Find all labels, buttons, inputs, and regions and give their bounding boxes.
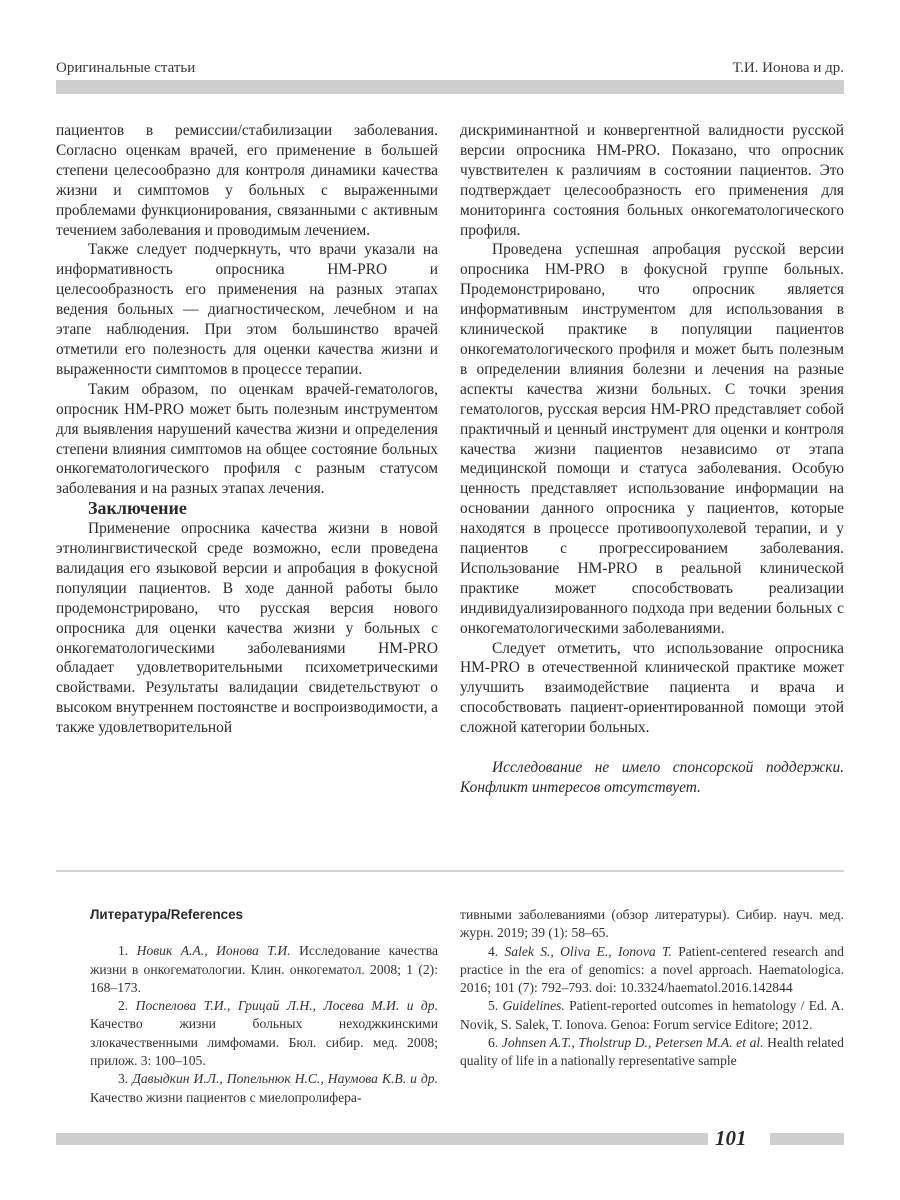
- paragraph: Таким образом, по оценкам врачей-гематологов, опросник HM-PRO может быть полезным инструментом для выявления нарушений качества жизни и определения степени влияния симптомов на общее состояние больных онкогематологического профиля с разным статусом заболевания и на разных этапах лечения.: [56, 380, 438, 498]
- reference-number: 1.: [118, 943, 129, 959]
- running-header: [56, 60, 844, 82]
- section-label: Оригинальные статьи: [56, 60, 196, 76]
- header-rule: [56, 80, 844, 94]
- section-heading-conclusion: Заключение: [88, 498, 187, 519]
- reference-authors: Johnsen A.T., Tholstrup D., Petersen M.A. et al.: [501, 1035, 764, 1051]
- authors-label: Т.И. Ионова и др.: [732, 60, 844, 76]
- reference-item: [90, 997, 438, 1070]
- reference-number: 6.: [488, 1035, 499, 1051]
- reference-authors: Salek S., Oliva E., Ionova T.: [504, 943, 672, 959]
- reference-text: Health related quality of life in a nationally representative sample: [460, 1035, 844, 1069]
- paragraph: Проведена успешная апробация русской версии опросника HM-PRO в фокусной группе больных. Продемонстрировано, что опросник является информативным инструментом для использования в клинической практике в популяции пациентов онкогематологического профиля и может быть полезным в определении влияния болезни и лечения на разные аспекты качества жизни больных. С точки зрения гематологов, русская версия HM-PRO представляет собой практичный и ценный инструмент для оценки и контроля качества жизни пациентов независимо от этапа медицинской помощи и статуса заболевания. Особую ценность представляет использование информации на основании данного опросника у пациентов, которые находятся в процессе противоопухолевой терапии, и у пациентов с прогрессированием заболевания. Использование HM-PRO в реальной клинической практике может способствовать реализации индивидуализированного подхода при ведении больных с онкогематологическими заболеваниями.: [460, 241, 844, 637]
- reference-continuation: тивными заболеваниями (обзор литературы). Сибир. науч. мед. журн. 2019; 39 (1): 58–65.: [460, 907, 844, 941]
- paragraph: Также следует подчеркнуть, что врачи указали на информативность опросника HM-PRO и целесообразность его применения на разных этапах ведения больных — диагностическом, лечебном и на этапе наблюдения. При этом большинство врачей отметили его полезность для оценки качества жизни и выраженности симптомов в процессе терапии.: [56, 241, 438, 378]
- references-divider: [56, 870, 844, 872]
- reference-item: [460, 943, 844, 998]
- reference-number: 3.: [118, 1071, 129, 1087]
- left-column: [56, 121, 438, 738]
- reference-item: [460, 997, 844, 1034]
- reference-item: [460, 1034, 844, 1071]
- reference-number: 2.: [118, 998, 129, 1014]
- paragraph: Следует отметить, что использование опросника HM-PRO в отечественной клинической практике может улучшить взаимодействие пациента и врача и способствовать пациент-ориентированной помощи этой сложной категории больных.: [460, 639, 844, 737]
- page-number: 101: [715, 1126, 747, 1150]
- references-right-column: [460, 906, 844, 1071]
- paragraph: пациентов в ремиссии/стабилизации заболевания. Согласно оценкам врачей, его применение в большей степени целесообразно для контроля динамики качества жизни и симптомов у больных с выраженными проблемами функционирования, связанными с активным течением заболевания и проводимым лечением.: [56, 122, 438, 239]
- reference-number: 5.: [488, 998, 499, 1014]
- reference-item: [90, 942, 438, 997]
- reference-text: Исследование качества жизни в онкогематологии. Клин. онкогематол. 2008; 1 (2): 168–173.: [90, 943, 438, 995]
- references-left-column: [90, 906, 438, 1107]
- reference-text: Patient-reported outcomes in hematology / Ed. A. Novik, S. Salek, T. Ionova. Genoa: Forum service Editore; 2012.: [460, 998, 844, 1032]
- paragraph: Применение опросника качества жизни в новой этнолингвистической среде возможно, если проведена валидация его языковой версии и апробация в фокусной популяции пациентов. В ходе данной работы было продемонстрировано, что русская версия нового опросника для оценки качества жизни у больных с онкогематологическими заболеваниями HM-PRO обладает удовлетворительными психометрическими свойствами. Результаты валидации свидетельствуют о высоком внутреннем постоянстве и воспроизводимости, а также удовлетворительной: [56, 520, 438, 737]
- reference-text: Качество жизни больных неходжкинскими злокачественными лимфомами. Бюл. сибир. мед. 2008; прилож. 3: 100–105.: [90, 1016, 438, 1069]
- references-heading: Литература/References: [90, 907, 243, 922]
- reference-item: [90, 1070, 438, 1107]
- reference-authors: Поспелова Т.И., Грицай Л.Н., Лосева М.И. и др.: [135, 998, 438, 1014]
- reference-text: Качество жизни пациентов с миелопролифера-: [90, 1089, 362, 1105]
- right-column: [460, 121, 844, 798]
- footer-rule-right: [770, 1133, 844, 1145]
- funding-statement: Исследование не имело спонсорской поддержки. Конфликт интересов отсутствует.: [460, 759, 844, 796]
- reference-number: 4.: [488, 943, 499, 959]
- reference-authors: Новик А.А., Ионова Т.И.: [136, 943, 291, 959]
- footer-rule-left: [56, 1133, 708, 1145]
- reference-authors: Давыдкин И.Л., Попельнюк Н.С., Наумова К.В. и др.: [132, 1071, 438, 1087]
- reference-text: Patient-centered research and practice in the era of genomics: a novel approach. Haematologica. 2016; 101 (7): 792–793. doi: 10.3324/haematol.2016.142844: [460, 943, 844, 996]
- paragraph: дискриминантной и конвергентной валидности русской версии опросника HM-PRO. Показано, что опросник чувствителен к различиям в состоянии пациентов. Это подтверждает целесообразность его применения для мониторинга состояния больных онкогематологического профиля.: [460, 122, 844, 239]
- reference-authors: Guidelines.: [502, 998, 565, 1014]
